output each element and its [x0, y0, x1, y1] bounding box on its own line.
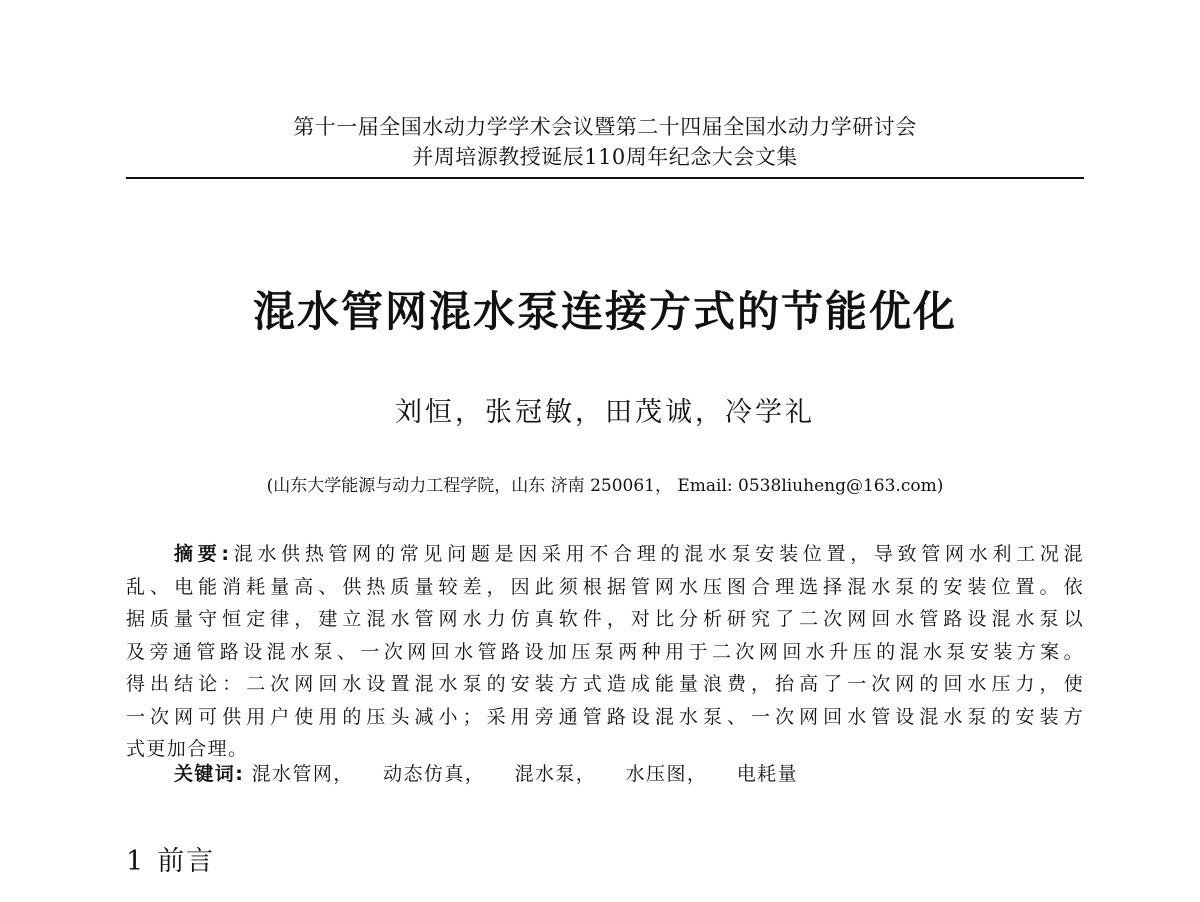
keyword: 混水泵，	[514, 763, 597, 785]
section-heading	[126, 840, 215, 884]
abstract-line: 式更加合理。	[126, 738, 249, 760]
keyword: 水压图，	[625, 763, 708, 785]
abstract-line: 一次网可供用户使用的压头减小；采用旁通管路设混水泵、一次网回水管设混水泵的安装方	[126, 705, 1084, 728]
abstract-line	[126, 538, 1084, 571]
paper-title: 混水管网混水泵连接方式的节能优化	[252, 287, 957, 336]
affiliation: (山东大学能源与动力工程学院，山东 济南 250061， Email: 0538liuheng@163.com)	[266, 476, 944, 496]
conference-header	[126, 112, 1084, 172]
section-title: 前言	[157, 846, 216, 877]
abstract	[126, 538, 1084, 766]
abstract-label: 摘要:	[174, 543, 231, 565]
conference-header-line-1: 第十一届全国水动力学学术会议暨第二十四届全国水动力学研讨会	[293, 115, 917, 139]
abstract-line: 据质量守恒定律，建立混水管网水力仿真软件，对比分析研究了二次网回水管路设混水泵以	[126, 608, 1084, 630]
section-number: 1	[126, 846, 146, 877]
abstract-text: 混水供热管网的常见问题是因采用不合理的混水泵安装位置，导致管网水利工况混	[230, 543, 1084, 565]
abstract-line: 得出结论：二次网回水设置混水泵的安装方式造成能量浪费，抬高了一次网的回水压力，使	[126, 673, 1084, 695]
keywords	[174, 758, 820, 790]
keyword: 混水管网，	[251, 763, 354, 785]
author-list: 刘恒，张冠敏，田茂诚，冷学礼	[395, 397, 815, 428]
keywords-label: 关键词:	[174, 763, 245, 785]
header-rule	[126, 177, 1084, 179]
conference-header-line-2: 并周培源教授诞辰110周年纪念大会文集	[412, 145, 798, 169]
abstract-line: 乱、电能消耗量高、供热质量较差，因此须根据管网水压图合理选择混水泵的安装位置。依	[126, 575, 1084, 598]
abstract-line: 及旁通管路设混水泵、一次网回水管路设加压泵两种用于二次网回水升压的混水泵安装方案。	[126, 640, 1084, 663]
keyword: 动态仿真，	[383, 763, 486, 785]
keyword: 电耗量	[736, 763, 798, 785]
